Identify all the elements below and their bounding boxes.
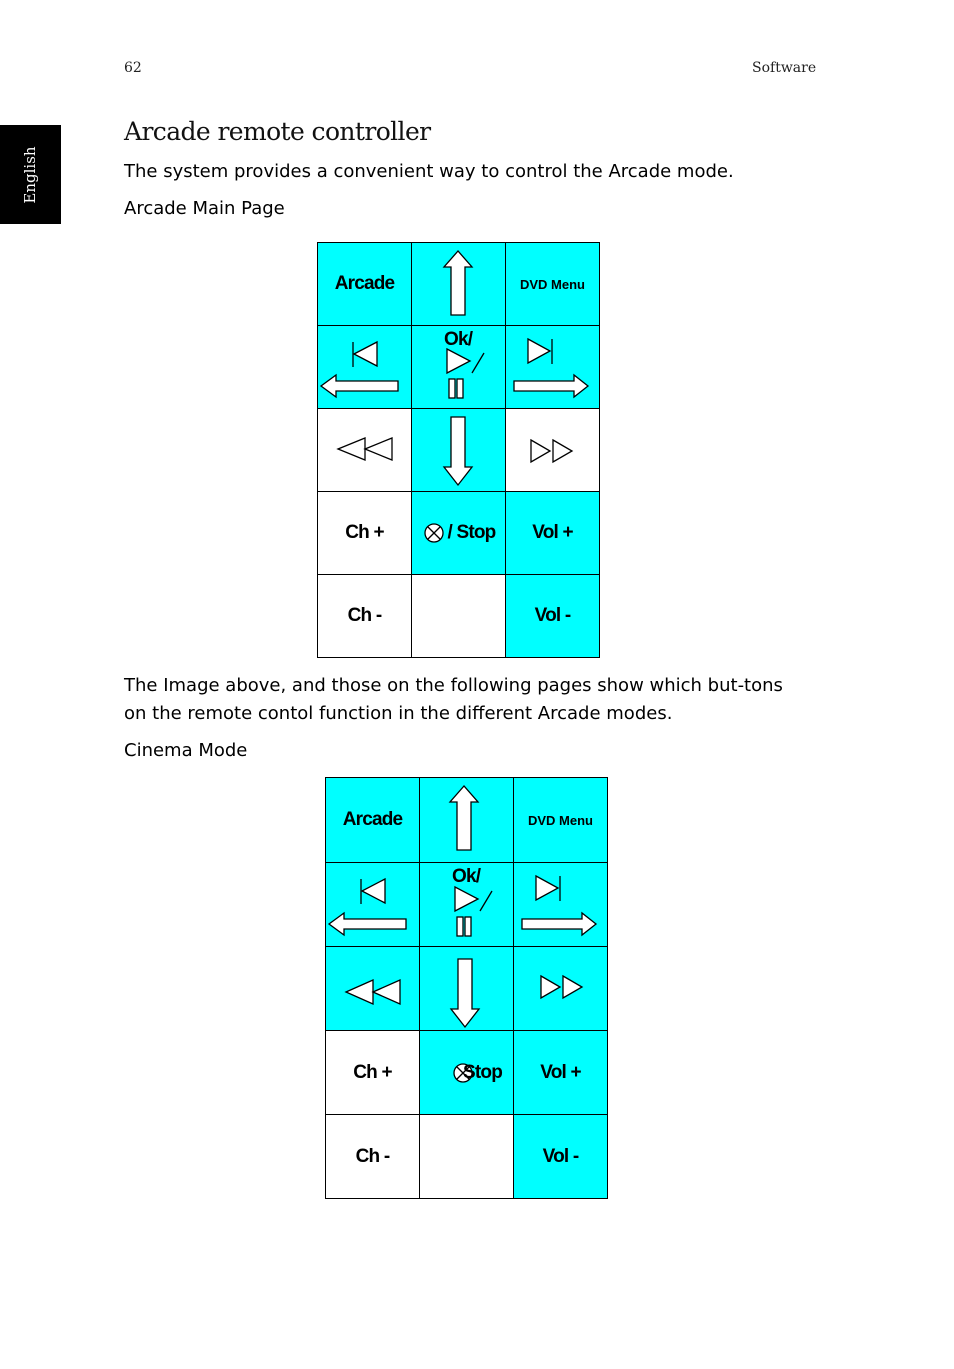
stop-button: [412, 492, 505, 574]
intro-paragraph: The system provides a convenient way to control the Arcade mode.: [124, 161, 734, 182]
section-header: Software: [752, 60, 817, 76]
blank-button: [412, 575, 505, 657]
stop-label: Stop: [462, 1061, 502, 1083]
rewind-icon: [318, 409, 411, 491]
stop-label: / Stop: [447, 522, 496, 543]
up-arrow-icon: [420, 778, 513, 862]
up-arrow-button: [412, 243, 505, 325]
arcade-button: Arcade: [318, 243, 411, 325]
language-tab-label: English: [21, 146, 39, 204]
main-page-caption: Arcade Main Page: [124, 198, 285, 219]
up-arrow-button: [420, 778, 513, 862]
page-number: 62: [124, 60, 142, 76]
cinema-mode-caption: Cinema Mode: [124, 740, 248, 761]
ok-label: Ok/: [444, 329, 473, 350]
next-right-arrow-icon: [514, 863, 607, 946]
remote-diagram-main: [317, 242, 600, 658]
stop-icon: [422, 522, 448, 544]
prev-left-button: [318, 326, 411, 408]
play-pause-icon: [412, 326, 505, 408]
ch-plus-button: Ch +: [326, 1031, 419, 1114]
next-right-button: [506, 326, 599, 408]
dvd-menu-button: DVD Menu: [514, 778, 607, 862]
explanation-paragraph: The Image above, and those on the following pages show which but-tons on the remote contol function in the different Arcade modes.: [124, 675, 783, 724]
page-title: Arcade remote controller: [124, 117, 431, 146]
language-tab: [0, 125, 61, 224]
ch-minus-button: Ch -: [326, 1115, 419, 1198]
rewind-button: [326, 947, 419, 1030]
rewind-icon: [326, 947, 419, 1030]
up-arrow-icon: [412, 243, 505, 325]
blank-button: [420, 1115, 513, 1198]
previous-left-arrow-icon: [326, 863, 419, 946]
ch-plus-button: Ch +: [318, 492, 411, 574]
arcade-button: Arcade: [326, 778, 419, 862]
prev-left-button: [326, 863, 419, 946]
remote-diagram-cinema: [325, 777, 608, 1199]
fast-forward-button: [506, 409, 599, 491]
ok-play-pause-button: [420, 863, 513, 946]
vol-minus-button: Vol -: [514, 1115, 607, 1198]
vol-plus-button: Vol +: [506, 492, 599, 574]
next-right-arrow-icon: [506, 326, 599, 408]
down-arrow-button: [420, 947, 513, 1030]
vol-minus-button: Vol -: [506, 575, 599, 657]
next-right-button: [514, 863, 607, 946]
ok-label: Ok/: [452, 866, 481, 887]
ok-play-pause-button: [412, 326, 505, 408]
ch-minus-button: Ch -: [318, 575, 411, 657]
rewind-button: [318, 409, 411, 491]
fast-forward-button: [514, 947, 607, 1030]
fast-forward-icon: [514, 947, 607, 1030]
play-pause-icon: [420, 863, 513, 946]
stop-button: [420, 1031, 513, 1114]
down-arrow-button: [412, 409, 505, 491]
down-arrow-icon: [412, 409, 505, 491]
down-arrow-icon: [420, 947, 513, 1030]
previous-left-arrow-icon: [318, 326, 411, 408]
dvd-menu-button: DVD Menu: [506, 243, 599, 325]
vol-plus-button: Vol +: [514, 1031, 607, 1114]
fast-forward-icon: [506, 409, 599, 491]
